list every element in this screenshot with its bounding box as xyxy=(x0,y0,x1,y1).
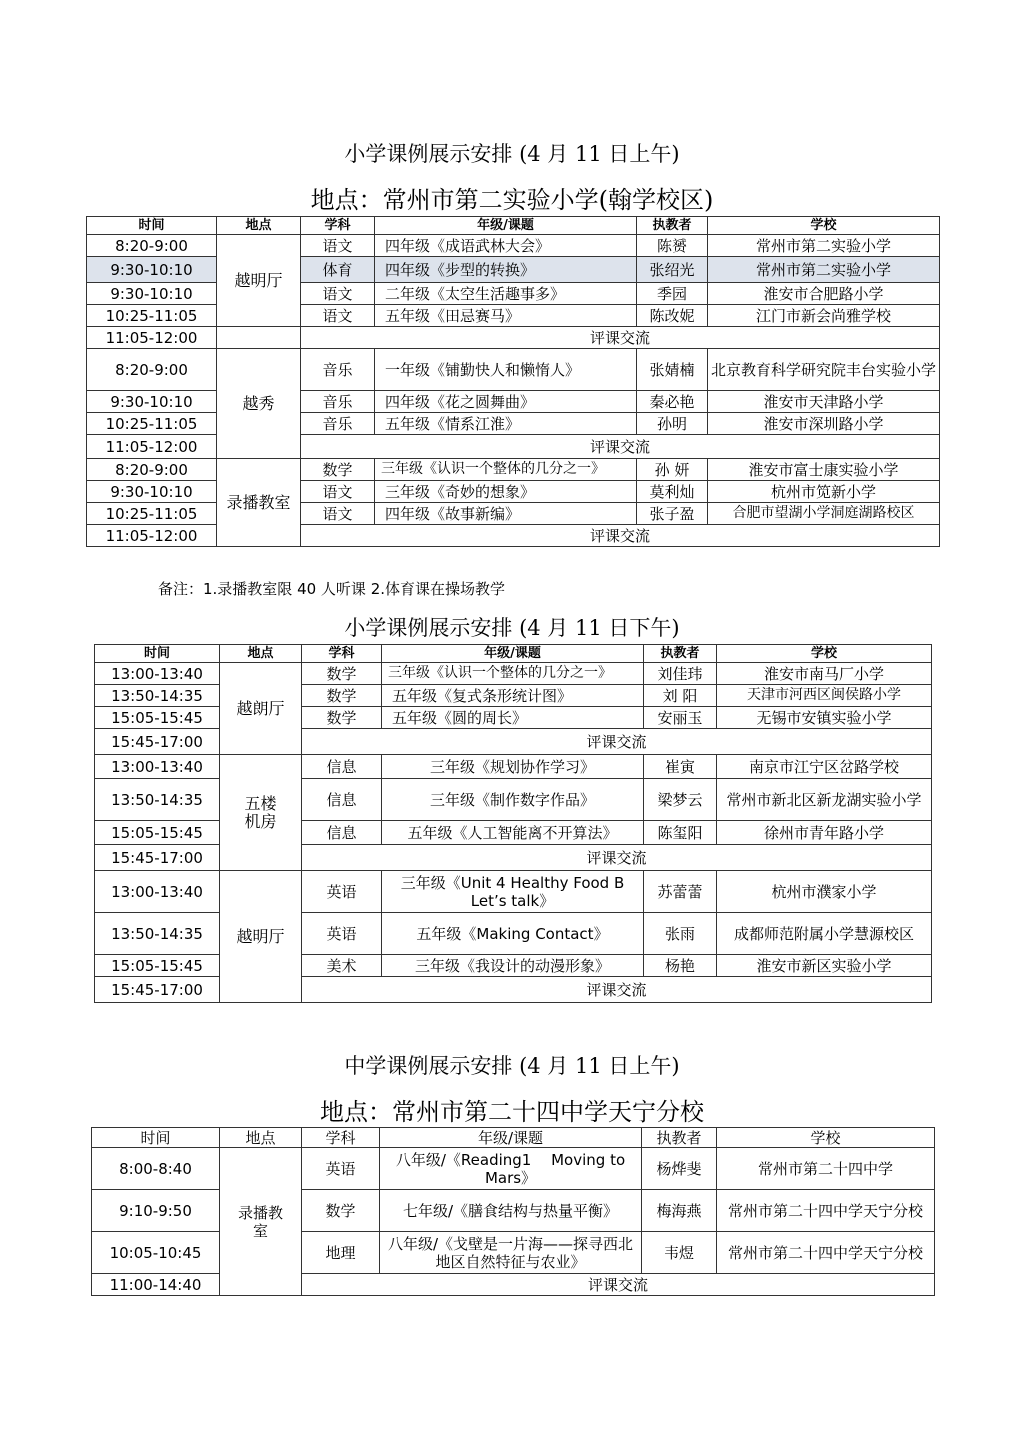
time-cell: 10:05-10:45 xyxy=(92,1232,220,1274)
time-cell: 15:05-15:45 xyxy=(95,821,220,845)
section3-venue: 地点：常州市第二十四中学天宁分校 xyxy=(320,1098,704,1126)
table-header-row xyxy=(92,1128,935,1148)
section1-title: 小学课例展示安排 (4 月 11 日上午) xyxy=(344,142,680,166)
review-cell: 评课交流 xyxy=(301,525,940,547)
time-cell: 10:25-11:05 xyxy=(87,413,217,435)
location-cell: 越朗厅 xyxy=(220,663,302,755)
table-row xyxy=(87,305,940,327)
teacher-cell: 孙明 xyxy=(637,413,708,435)
time-cell: 13:00-13:40 xyxy=(95,755,220,779)
school-cell: 无锡市安镇实验小学 xyxy=(717,707,932,729)
teacher-cell: 刘 阳 xyxy=(644,685,717,707)
table-row xyxy=(87,349,940,391)
header-school: 学校 xyxy=(717,1128,935,1148)
subject-cell: 语文 xyxy=(301,235,375,257)
topic-cell: 四年级《花之圆舞曲》 xyxy=(375,391,637,413)
school-cell: 常州市第二实验小学 xyxy=(708,257,940,283)
time-cell: 15:45-17:00 xyxy=(95,845,220,871)
time-cell: 11:05-12:00 xyxy=(87,525,217,547)
review-row xyxy=(92,1274,935,1296)
header-teacher: 执教者 xyxy=(642,1128,717,1148)
teacher-cell: 陈赟 xyxy=(637,235,708,257)
review-cell: 评课交流 xyxy=(302,1274,935,1296)
table-row xyxy=(92,1232,935,1274)
school-cell: 常州市第二十四中学天宁分校 xyxy=(717,1232,935,1274)
topic-cell: 五年级《Making Contact》 xyxy=(382,913,644,955)
schedule-table-3 xyxy=(91,1127,935,1296)
time-cell: 13:50-14:35 xyxy=(95,685,220,707)
header-topic: 年级/课题 xyxy=(382,645,644,663)
time-cell: 15:45-17:00 xyxy=(95,977,220,1003)
time-cell: 8:00-8:40 xyxy=(92,1148,220,1190)
time-cell: 11:05-12:00 xyxy=(87,327,217,349)
school-cell: 淮安市新区实验小学 xyxy=(717,955,932,977)
time-cell: 9:30-10:10 xyxy=(87,257,217,283)
section2-title: 小学课例展示安排 (4 月 11 日下午) xyxy=(344,616,680,640)
header-school: 学校 xyxy=(717,645,932,663)
review-cell: 评课交流 xyxy=(302,845,932,871)
subject-cell: 英语 xyxy=(302,871,382,913)
header-location: 地点 xyxy=(217,217,301,235)
empty-location-cell xyxy=(217,327,301,349)
table-row xyxy=(87,481,940,503)
table-row-highlighted xyxy=(87,257,940,283)
teacher-cell: 季园 xyxy=(637,283,708,305)
review-cell: 评课交流 xyxy=(301,327,940,349)
table-row xyxy=(87,413,940,435)
header-topic: 年级/课题 xyxy=(375,217,637,235)
subject-cell: 语文 xyxy=(301,481,375,503)
topic-cell: 三年级《认识一个整体的几分之一》 xyxy=(382,663,644,685)
school-cell: 南京市江宁区岔路学校 xyxy=(717,755,932,779)
school-cell: 杭州市笕新小学 xyxy=(708,481,940,503)
time-cell: 11:00-14:40 xyxy=(92,1274,220,1296)
time-cell: 13:00-13:40 xyxy=(95,871,220,913)
time-cell: 8:20-9:00 xyxy=(87,235,217,257)
subject-cell: 数学 xyxy=(302,663,382,685)
time-cell: 9:30-10:10 xyxy=(87,283,217,305)
teacher-cell: 梅海燕 xyxy=(642,1190,717,1232)
note-text: 备注：1.录播教室限 40 人听课 2.体育课在操场教学 xyxy=(158,580,506,598)
school-cell: 淮安市南马厂小学 xyxy=(717,663,932,685)
time-cell: 9:30-10:10 xyxy=(87,391,217,413)
school-cell: 常州市第二十四中学天宁分校 xyxy=(717,1190,935,1232)
teacher-cell: 张雨 xyxy=(644,913,717,955)
table-row xyxy=(87,459,940,481)
topic-cell: 八年级/《戈壁是一片海——探寻西北地区自然特征与农业》 xyxy=(380,1232,642,1274)
review-cell: 评课交流 xyxy=(301,435,940,459)
school-cell: 成都师范附属小学慧源校区 xyxy=(717,913,932,955)
teacher-cell: 安丽玉 xyxy=(644,707,717,729)
table-row xyxy=(87,235,940,257)
topic-cell: 五年级《人工智能离不开算法》 xyxy=(382,821,644,845)
section1-venue: 地点：常州市第二实验小学(翰学校区) xyxy=(310,186,714,214)
topic-cell: 四年级《步型的转换》 xyxy=(375,257,637,283)
schedule-table-1 xyxy=(86,216,940,547)
topic-cell: 五年级《情系江淮》 xyxy=(375,413,637,435)
school-cell: 常州市第二实验小学 xyxy=(708,235,940,257)
table-row xyxy=(95,871,932,913)
table-row xyxy=(87,391,940,413)
topic-cell: 五年级《田忌赛马》 xyxy=(375,305,637,327)
teacher-cell: 苏蕾蕾 xyxy=(644,871,717,913)
teacher-cell: 秦必艳 xyxy=(637,391,708,413)
subject-cell: 音乐 xyxy=(301,349,375,391)
header-school: 学校 xyxy=(708,217,940,235)
topic-cell: 八年级/《Reading1 Moving to Mars》 xyxy=(380,1148,642,1190)
table-header-row xyxy=(87,217,940,235)
location-cell: 越明厅 xyxy=(217,235,301,327)
subject-cell: 语文 xyxy=(301,305,375,327)
header-subject: 学科 xyxy=(301,217,375,235)
teacher-cell: 张绍光 xyxy=(637,257,708,283)
school-cell: 淮安市深圳路小学 xyxy=(708,413,940,435)
subject-cell: 信息 xyxy=(302,821,382,845)
topic-cell: 三年级《规划协作学习》 xyxy=(382,755,644,779)
time-cell: 10:25-11:05 xyxy=(87,305,217,327)
subject-cell: 地理 xyxy=(302,1232,380,1274)
subject-cell: 数学 xyxy=(302,1190,380,1232)
topic-cell: 五年级《圆的周长》 xyxy=(382,707,644,729)
topic-cell: 三年级《Unit 4 Healthy Food B Let’s talk》 xyxy=(382,871,644,913)
time-cell: 13:50-14:35 xyxy=(95,779,220,821)
header-subject: 学科 xyxy=(302,645,382,663)
header-subject: 学科 xyxy=(302,1128,380,1148)
school-cell: 杭州市濮家小学 xyxy=(717,871,932,913)
table-row xyxy=(87,283,940,305)
teacher-cell: 崔寅 xyxy=(644,755,717,779)
subject-cell: 英语 xyxy=(302,913,382,955)
table-row xyxy=(87,503,940,525)
header-location: 地点 xyxy=(220,1128,302,1148)
school-cell: 江门市新会尚雅学校 xyxy=(708,305,940,327)
time-cell: 11:05-12:00 xyxy=(87,435,217,459)
topic-cell: 三年级《我设计的动漫形象》 xyxy=(382,955,644,977)
review-row xyxy=(87,327,940,349)
school-cell: 常州市新北区新龙湖实验小学 xyxy=(717,779,932,821)
time-cell: 15:05-15:45 xyxy=(95,707,220,729)
school-cell: 徐州市青年路小学 xyxy=(717,821,932,845)
topic-cell: 三年级《认识一个整体的几分之一》 xyxy=(375,459,637,481)
school-cell: 天津市河西区闽侯路小学 xyxy=(717,685,932,707)
subject-cell: 信息 xyxy=(302,779,382,821)
location-cell: 五楼机房 xyxy=(220,755,302,871)
school-cell: 淮安市天津路小学 xyxy=(708,391,940,413)
review-cell: 评课交流 xyxy=(302,977,932,1003)
header-teacher: 执教者 xyxy=(644,645,717,663)
time-cell: 8:20-9:00 xyxy=(87,459,217,481)
subject-cell: 英语 xyxy=(302,1148,380,1190)
review-row xyxy=(87,525,940,547)
topic-cell: 五年级《复式条形统计图》 xyxy=(382,685,644,707)
teacher-cell: 孙 妍 xyxy=(637,459,708,481)
teacher-cell: 张婧楠 xyxy=(637,349,708,391)
location-cell: 越秀 xyxy=(217,349,301,459)
school-cell: 淮安市合肥路小学 xyxy=(708,283,940,305)
school-cell: 常州市第二十四中学 xyxy=(717,1148,935,1190)
location-cell: 录播教室 xyxy=(217,459,301,547)
time-cell: 9:30-10:10 xyxy=(87,481,217,503)
review-row xyxy=(87,435,940,459)
topic-cell: 二年级《太空生活趣事多》 xyxy=(375,283,637,305)
topic-cell: 七年级/《膳食结构与热量平衡》 xyxy=(380,1190,642,1232)
time-cell: 8:20-9:00 xyxy=(87,349,217,391)
table-row xyxy=(92,1190,935,1232)
topic-cell: 一年级《铺勤快人和懒惰人》 xyxy=(375,349,637,391)
topic-cell: 四年级《故事新编》 xyxy=(375,503,637,525)
subject-cell: 数学 xyxy=(301,459,375,481)
topic-cell: 三年级《制作数字作品》 xyxy=(382,779,644,821)
subject-cell: 音乐 xyxy=(301,413,375,435)
topic-cell: 四年级《成语武林大会》 xyxy=(375,235,637,257)
teacher-cell: 梁梦云 xyxy=(644,779,717,821)
review-cell: 评课交流 xyxy=(302,729,932,755)
teacher-cell: 韦煜 xyxy=(642,1232,717,1274)
time-cell: 10:25-11:05 xyxy=(87,503,217,525)
teacher-cell: 陈改妮 xyxy=(637,305,708,327)
table-row xyxy=(95,663,932,685)
time-cell: 13:00-13:40 xyxy=(95,663,220,685)
school-cell: 淮安市富士康实验小学 xyxy=(708,459,940,481)
location-cell: 越明厅 xyxy=(220,871,302,1003)
table-row xyxy=(92,1148,935,1190)
teacher-cell: 莫利灿 xyxy=(637,481,708,503)
header-topic: 年级/课题 xyxy=(380,1128,642,1148)
header-time: 时间 xyxy=(95,645,220,663)
subject-cell: 音乐 xyxy=(301,391,375,413)
subject-cell: 语文 xyxy=(301,503,375,525)
header-location: 地点 xyxy=(220,645,302,663)
schedule-table-2 xyxy=(94,644,932,1003)
subject-cell: 信息 xyxy=(302,755,382,779)
time-cell: 15:45-17:00 xyxy=(95,729,220,755)
time-cell: 15:05-15:45 xyxy=(95,955,220,977)
teacher-cell: 陈玺阳 xyxy=(644,821,717,845)
topic-cell: 三年级《奇妙的想象》 xyxy=(375,481,637,503)
subject-cell: 美术 xyxy=(302,955,382,977)
teacher-cell: 杨烨斐 xyxy=(642,1148,717,1190)
table-row xyxy=(95,755,932,779)
subject-cell: 数学 xyxy=(302,685,382,707)
teacher-cell: 张子盈 xyxy=(637,503,708,525)
header-time: 时间 xyxy=(92,1128,220,1148)
school-cell: 北京教育科学研究院丰台实验小学 xyxy=(708,349,940,391)
location-cell: 录播教室 xyxy=(220,1148,302,1296)
subject-cell: 数学 xyxy=(302,707,382,729)
header-teacher: 执教者 xyxy=(637,217,708,235)
school-cell: 合肥市望湖小学洞庭湖路校区 xyxy=(708,503,940,525)
subject-cell: 语文 xyxy=(301,283,375,305)
time-cell: 13:50-14:35 xyxy=(95,913,220,955)
teacher-cell: 杨艳 xyxy=(644,955,717,977)
section3-title: 中学课例展示安排 (4 月 11 日上午) xyxy=(344,1054,680,1078)
teacher-cell: 刘佳玮 xyxy=(644,663,717,685)
table-header-row xyxy=(95,645,932,663)
subject-cell: 体育 xyxy=(301,257,375,283)
time-cell: 9:10-9:50 xyxy=(92,1190,220,1232)
header-time: 时间 xyxy=(87,217,217,235)
